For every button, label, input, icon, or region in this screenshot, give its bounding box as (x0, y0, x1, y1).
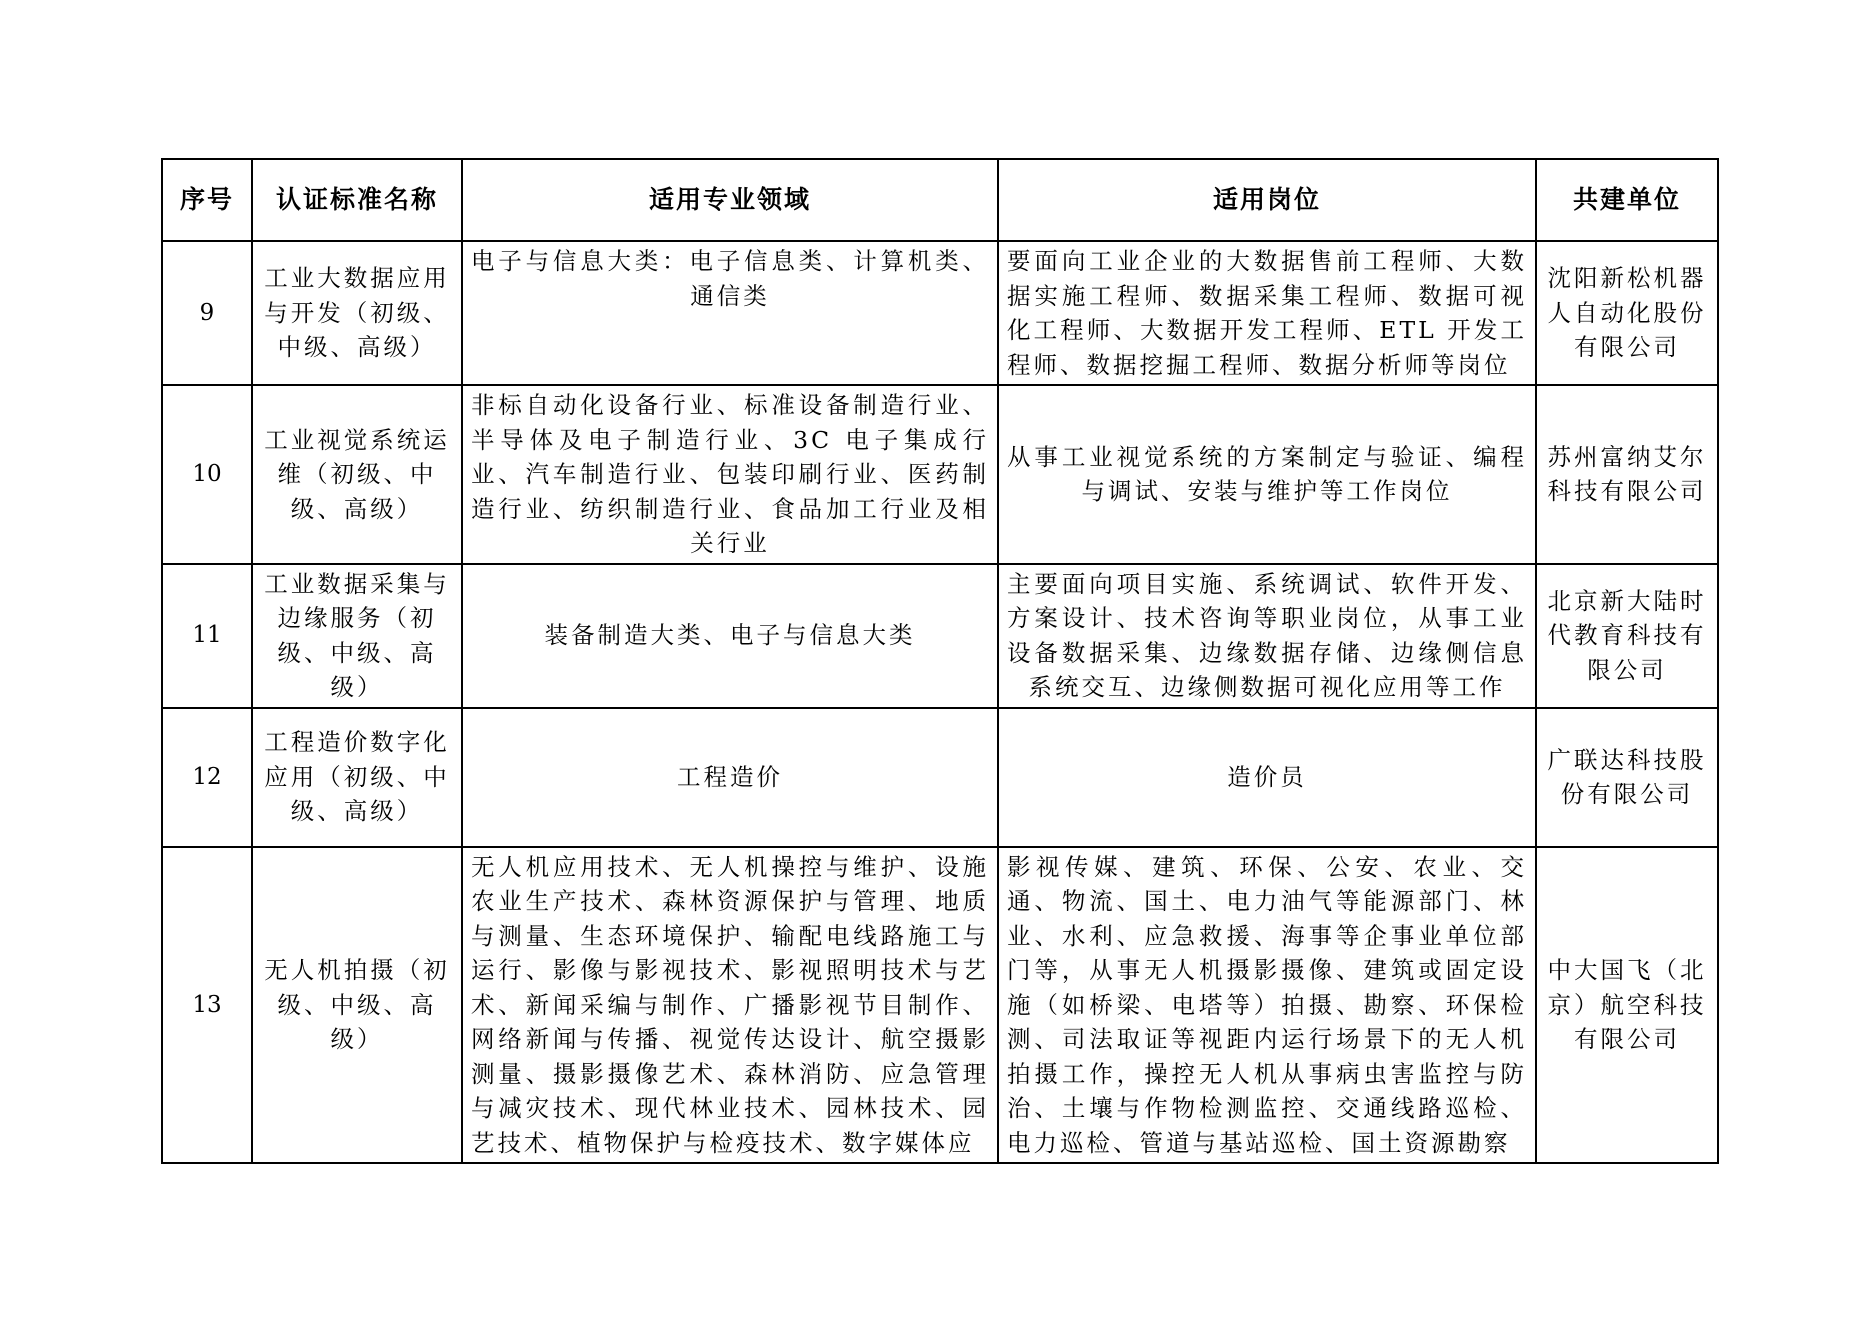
header-position: 适用岗位 (998, 159, 1536, 241)
row-no: 9 (162, 241, 252, 385)
certification-table (161, 158, 1719, 1164)
row-name: 工程造价数字化应用（初级、中级、高级） (252, 708, 462, 847)
row-name: 无人机拍摄（初级、中级、高级） (252, 847, 462, 1164)
row-field: 非标自动化设备行业、标准设备制造行业、半导体及电子制造行业、3C 电子集成行业、汽车制造行业、包装印刷行业、医药制造行业、纺织制造行业、食品加工行业及相关行业 (462, 385, 998, 564)
row-position: 造价员 (998, 708, 1536, 847)
row-unit: 苏州富纳艾尔科技有限公司 (1536, 385, 1718, 564)
row-name: 工业视觉系统运维（初级、中级、高级） (252, 385, 462, 564)
row-unit: 广联达科技股份有限公司 (1536, 708, 1718, 847)
row-field: 电子与信息大类：电子信息类、计算机类、通信类 (462, 241, 998, 385)
header-name: 认证标准名称 (252, 159, 462, 241)
row-no: 11 (162, 564, 252, 708)
table-row (162, 241, 1718, 385)
table-row (162, 385, 1718, 564)
row-no: 13 (162, 847, 252, 1164)
row-name: 工业大数据应用与开发（初级、中级、高级） (252, 241, 462, 385)
row-name: 工业数据采集与边缘服务（初级、中级、高级） (252, 564, 462, 708)
row-position: 要面向工业企业的大数据售前工程师、大数据实施工程师、数据采集工程师、数据可视化工程师、大数据开发工程师、ETL 开发工程师、数据挖掘工程师、数据分析师等岗位 (998, 241, 1536, 385)
row-position: 影视传媒、建筑、环保、公安、农业、交通、物流、国土、电力油气等能源部门、林业、水利、应急救援、海事等企事业单位部门等，从事无人机摄影摄像、建筑或固定设施（如桥梁、电塔等）拍摄、勘察、环保检测、司法取证等视距内运行场景下的无人机拍摄工作，操控无人机从事病虫害监控与防治、土壤与作物检测监控、交通线路巡检、电力巡检、管道与基站巡检、国土资源勘察 (998, 847, 1536, 1164)
row-field: 无人机应用技术、无人机操控与维护、设施农业生产技术、森林资源保护与管理、地质与测量、生态环境保护、输配电线路施工与运行、影像与影视技术、影视照明技术与艺术、新闻采编与制作、广播影视节目制作、网络新闻与传播、视觉传达设计、航空摄影测量、摄影摄像艺术、森林消防、应急管理与减灾技术、现代林业技术、园林技术、园艺技术、植物保护与检疫技术、数字媒体应 (462, 847, 998, 1164)
row-no: 10 (162, 385, 252, 564)
row-unit: 沈阳新松机器人自动化股份有限公司 (1536, 241, 1718, 385)
row-no: 12 (162, 708, 252, 847)
table-row (162, 847, 1718, 1164)
table-row (162, 708, 1718, 847)
header-unit: 共建单位 (1536, 159, 1718, 241)
header-field: 适用专业领域 (462, 159, 998, 241)
row-unit: 北京新大陆时代教育科技有限公司 (1536, 564, 1718, 708)
row-position: 从事工业视觉系统的方案制定与验证、编程与调试、安装与维护等工作岗位 (998, 385, 1536, 564)
table-row (162, 564, 1718, 708)
row-position: 主要面向项目实施、系统调试、软件开发、方案设计、技术咨询等职业岗位，从事工业设备数据采集、边缘数据存储、边缘侧信息系统交互、边缘侧数据可视化应用等工作 (998, 564, 1536, 708)
row-field: 工程造价 (462, 708, 998, 847)
row-field: 装备制造大类、电子与信息大类 (462, 564, 998, 708)
header-no: 序号 (162, 159, 252, 241)
table-header-row (162, 159, 1718, 241)
row-unit: 中大国飞（北京）航空科技有限公司 (1536, 847, 1718, 1164)
